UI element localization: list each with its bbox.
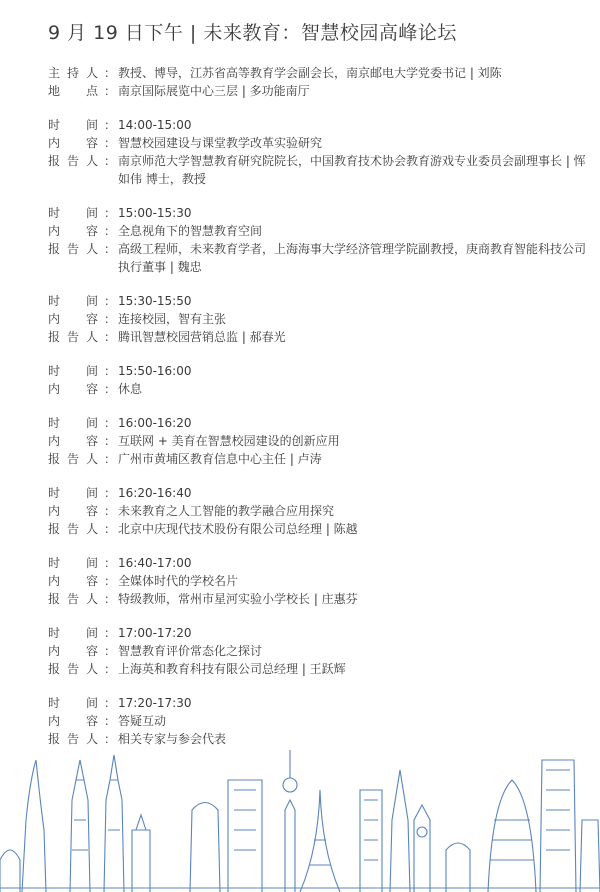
session-speaker-row: 报 告 人 ： 上海英和教育科技有限公司总经理 | 王跃辉 (48, 660, 588, 678)
session-topic-label: 内 容 (48, 574, 98, 588)
host-row: 主 持 人 ： 教授、博导，江苏省高等教育学会副会长，南京邮电大学党委书记 | 刘陈 (48, 64, 588, 82)
session-speaker-row: 报 告 人 ： 高级工程师，未来教育学者，上海海事大学经济管理学院副教授，庚商教育智能科技公司执行董事 | 魏忠 (48, 242, 587, 274)
session-speaker-row: 报 告 人 ： 北京中庆现代技术股份有限公司总经理 | 陈越 (48, 520, 588, 538)
session-topic-label: 内 容 (48, 434, 98, 448)
venue-value: 南京国际展览中心三层 | 多功能南厅 (118, 84, 310, 98)
session-topic-label: 内 容 (48, 224, 98, 238)
session-topic-label: 内 容 (48, 504, 98, 518)
session-speaker-value: 南京师范大学智慧教育研究院院长，中国教育技术协会教育游戏专业委员会副理事长 | 恽如伟 博士，教授 (118, 154, 586, 186)
session-time-row: 时 间 ： 15:30-15:50 (48, 292, 588, 310)
session-topic-label: 内 容 (48, 644, 98, 658)
session-topic-row: 内 容 ： 连接校园，智有主张 (48, 310, 588, 328)
session-time-row: 时 间 ： 16:20-16:40 (48, 484, 588, 502)
session-time-label: 时 间 (48, 556, 98, 570)
session-time-value: 15:50-16:00 (118, 364, 192, 378)
session-speaker-label: 报 告 人 (48, 154, 98, 168)
session-time-row: 时 间 ： 16:40-17:00 (48, 554, 588, 572)
session-time-value: 15:30-15:50 (118, 294, 192, 308)
session-speaker-row: 报 告 人 ： 腾讯智慧校园营销总监 | 郝春光 (48, 328, 588, 346)
session-time-value: 14:00-15:00 (118, 118, 192, 132)
session-speaker-value: 特级教师，常州市星河实验小学校长 | 庄惠芬 (118, 592, 358, 606)
session-topic-value: 休息 (118, 382, 143, 396)
session-speaker-value: 高级工程师，未来教育学者，上海海事大学经济管理学院副教授，庚商教育智能科技公司执行董事 | 魏忠 (118, 242, 587, 274)
session-time-value: 17:20-17:30 (118, 696, 192, 710)
session-time-value: 17:00-17:20 (118, 626, 192, 640)
session-topic-label: 内 容 (48, 382, 98, 396)
session-time-row: 时 间 ： 15:00-15:30 (48, 204, 588, 222)
session-time-label: 时 间 (48, 696, 98, 710)
session-speaker-label: 报 告 人 (48, 330, 98, 344)
page-title: 9 月 19 日下午 | 未来教育：智慧校园高峰论坛 (48, 22, 457, 44)
session-time-label: 时 间 (48, 206, 98, 220)
session-speaker-label: 报 告 人 (48, 452, 98, 466)
session-topic-value: 连接校园，智有主张 (118, 312, 227, 326)
session-speaker-value: 北京中庆现代技术股份有限公司总经理 | 陈越 (118, 522, 358, 536)
session-topic-label: 内 容 (48, 714, 98, 728)
session-topic-row: 内 容 ： 互联网 + 美育在智慧校园建设的创新应用 (48, 432, 588, 450)
session-topic-row: 内 容 ： 智慧教育评价常态化之探讨 (48, 642, 588, 660)
session-time-row: 时 间 ： 17:00-17:20 (48, 624, 588, 642)
session-time-row: 时 间 ： 15:50-16:00 (48, 362, 588, 380)
venue-label: 地 点 (48, 84, 98, 98)
session-speaker-label: 报 告 人 (48, 522, 98, 536)
session-time-label: 时 间 (48, 364, 98, 378)
session-speaker-value: 相关专家与参会代表 (118, 732, 227, 746)
session-time-row: 时 间 ： 14:00-15:00 (48, 116, 588, 134)
session-topic-row: 内 容 ： 休息 (48, 380, 588, 398)
session-topic-row: 内 容 ： 未来教育之人工智能的教学融合应用探究 (48, 502, 588, 520)
city-skyline-illustration (0, 740, 600, 892)
session-time-label: 时 间 (48, 118, 98, 132)
session-time-value: 15:00-15:30 (118, 206, 192, 220)
session-topic-row: 内 容 ： 答疑互动 (48, 712, 588, 730)
session-time-row: 时 间 ： 17:20-17:30 (48, 694, 588, 712)
session-speaker-row: 报 告 人 ： 相关专家与参会代表 (48, 730, 588, 748)
session-time-row: 时 间 ： 16:00-16:20 (48, 414, 588, 432)
session-topic-row: 内 容 ： 全媒体时代的学校名片 (48, 572, 588, 590)
session-topic-label: 内 容 (48, 312, 98, 326)
session-speaker-value: 腾讯智慧校园营销总监 | 郝春光 (118, 330, 286, 344)
session-time-label: 时 间 (48, 486, 98, 500)
session-topic-label: 内 容 (48, 136, 98, 150)
session-speaker-label: 报 告 人 (48, 242, 98, 256)
session-speaker-row: 报 告 人 ： 广州市黄埔区教育信息中心主任 | 卢涛 (48, 450, 588, 468)
session-topic-value: 智慧教育评价常态化之探讨 (118, 644, 263, 658)
session-topic-value: 未来教育之人工智能的教学融合应用探究 (118, 504, 335, 518)
session-time-label: 时 间 (48, 294, 98, 308)
session-topic-row: 内 容 ： 智慧校园建设与课堂教学改革实验研究 (48, 134, 588, 152)
session-time-label: 时 间 (48, 416, 98, 430)
session-topic-value: 智慧校园建设与课堂教学改革实验研究 (118, 136, 323, 150)
session-time-value: 16:20-16:40 (118, 486, 192, 500)
session-topic-value: 答疑互动 (118, 714, 167, 728)
session-speaker-label: 报 告 人 (48, 662, 98, 676)
session-speaker-row: 报 告 人 ： 特级教师，常州市星河实验小学校长 | 庄惠芬 (48, 590, 588, 608)
session-speaker-label: 报 告 人 (48, 592, 98, 606)
host-value: 教授、博导，江苏省高等教育学会副会长，南京邮电大学党委书记 | 刘陈 (118, 66, 502, 80)
session-speaker-row: 报 告 人 ： 南京师范大学智慧教育研究院院长，中国教育技术协会教育游戏专业委员会副理事长 | 恽如伟 博士，教授 (48, 152, 588, 188)
session-topic-value: 全息视角下的智慧教育空间 (118, 224, 263, 238)
session-topic-value: 互联网 + 美育在智慧校园建设的创新应用 (118, 434, 340, 448)
session-speaker-value: 上海英和教育科技有限公司总经理 | 王跃辉 (118, 662, 346, 676)
session-time-value: 16:40-17:00 (118, 556, 192, 570)
session-time-value: 16:00-16:20 (118, 416, 192, 430)
session-speaker-label: 报 告 人 (48, 732, 98, 746)
session-topic-row: 内 容 ： 全息视角下的智慧教育空间 (48, 222, 588, 240)
host-label: 主 持 人 (48, 66, 98, 80)
session-topic-value: 全媒体时代的学校名片 (118, 574, 239, 588)
venue-row: 地 点 ： 南京国际展览中心三层 | 多功能南厅 (48, 82, 588, 100)
session-speaker-value: 广州市黄埔区教育信息中心主任 | 卢涛 (118, 452, 322, 466)
session-time-label: 时 间 (48, 626, 98, 640)
agenda (48, 64, 588, 748)
